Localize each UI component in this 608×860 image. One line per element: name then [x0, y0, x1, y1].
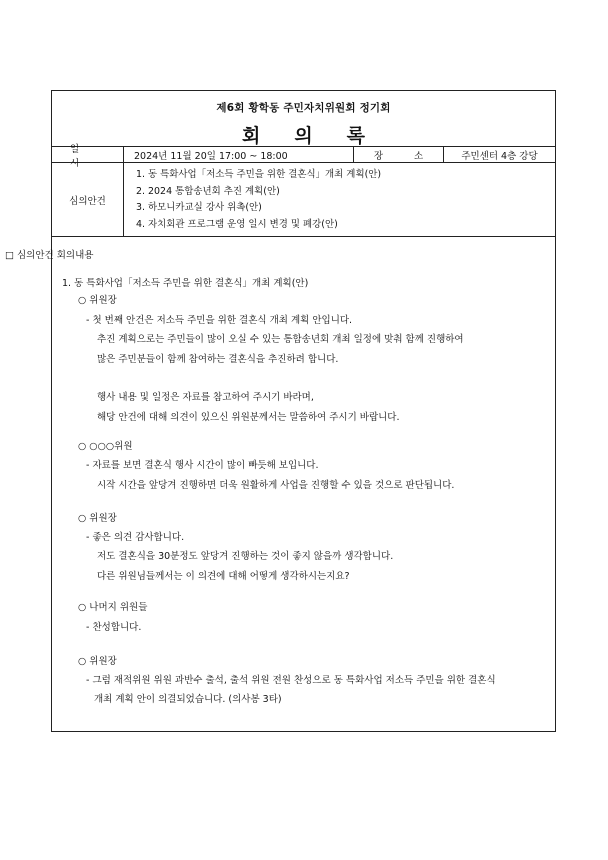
speech-line: - 첫 번째 안건은 저소득 주민을 위한 결혼식 개최 계획 안입니다. [86, 315, 353, 326]
minutes-frame [5, 90, 556, 732]
speech-line: 추진 계획으로는 주민들이 많이 오실 수 있는 통합송년회 개최 일정에 맞춰 함께 진행하여 [97, 334, 464, 345]
speech-line: 다른 위원님들께서는 이 의견에 대해 어떻게 생각하시는지요? [97, 571, 350, 582]
place-value: 주민센터 4층 강당 [461, 150, 538, 162]
speech-line: 많은 주민분들이 함께 참여하는 결혼식을 추진하려 합니다. [97, 354, 339, 365]
speech-line: - 자료를 보면 결혼식 행사 시간이 많이 빠듯해 보입니다. [86, 460, 319, 471]
page-title: 회의록 [241, 125, 400, 147]
speech-line: 시작 시간을 앞당겨 진행하면 더욱 원활하게 사업을 진행할 수 있을 것으로 판단됩니다. [97, 480, 455, 491]
agenda-item: 4. 자치회관 프로그램 운영 일시 변경 및 폐강(안) [136, 218, 338, 230]
agenda-row [52, 163, 555, 237]
speech-line: 개최 계획 안이 의결되었습니다. (의사봉 3타) [94, 694, 282, 705]
speech-line: - 찬성합니다. [86, 622, 142, 633]
speaker-label: ○ 위원장 [78, 513, 117, 524]
meeting-subtitle: 제6회 황학동 주민자치위원회 정기회 [216, 102, 391, 114]
speech-line: 행사 내용 및 일정은 자료를 참고하여 주시기 바라며, [97, 392, 314, 403]
agenda-list [124, 163, 555, 236]
item-title: 1. 동 특화사업「저소득 주민을 위한 결혼식」개최 계획(안) [62, 278, 309, 289]
speaker-label: ○ 나머지 위원들 [78, 602, 148, 613]
speech-line: - 좋은 의견 감사합니다. [86, 532, 185, 543]
agenda-item: 1. 동 특화사업「저소득 주민을 위한 결혼식」개최 계획(안) [136, 169, 382, 180]
speaker-label: ○ ○○○위원 [78, 441, 133, 452]
info-row [52, 143, 555, 169]
speaker-label: ○ 위원장 [78, 295, 117, 306]
date-label: 일 시 [52, 147, 124, 162]
section-heading: □ 심의안건 회의내용 [5, 250, 94, 261]
date-value: 2024년 11월 20일 17:00 ~ 18:00 [124, 147, 354, 162]
title-block [52, 91, 555, 147]
speech-line: 해당 안건에 대해 의견이 있으신 위원분께서는 말씀하여 주시기 바랍니다. [97, 412, 400, 423]
agenda-item: 3. 하모니카교실 강사 위촉(안) [136, 202, 262, 213]
speech-line: - 그럼 재적위원 위원 과반수 출석, 출석 위원 전원 찬성으로 동 특화사업 저소득 주민을 위한 결혼식 [86, 675, 496, 686]
agenda-label: 심의안건 [52, 163, 124, 236]
speaker-label: ○ 위원장 [78, 656, 117, 667]
agenda-item: 2. 2024 통합송년회 추진 계획(안) [136, 185, 280, 197]
place-label: 장 소 [354, 147, 444, 162]
speech-line: 저도 결혼식을 30분정도 앞당겨 진행하는 것이 좋지 않을까 생각합니다. [97, 551, 394, 562]
